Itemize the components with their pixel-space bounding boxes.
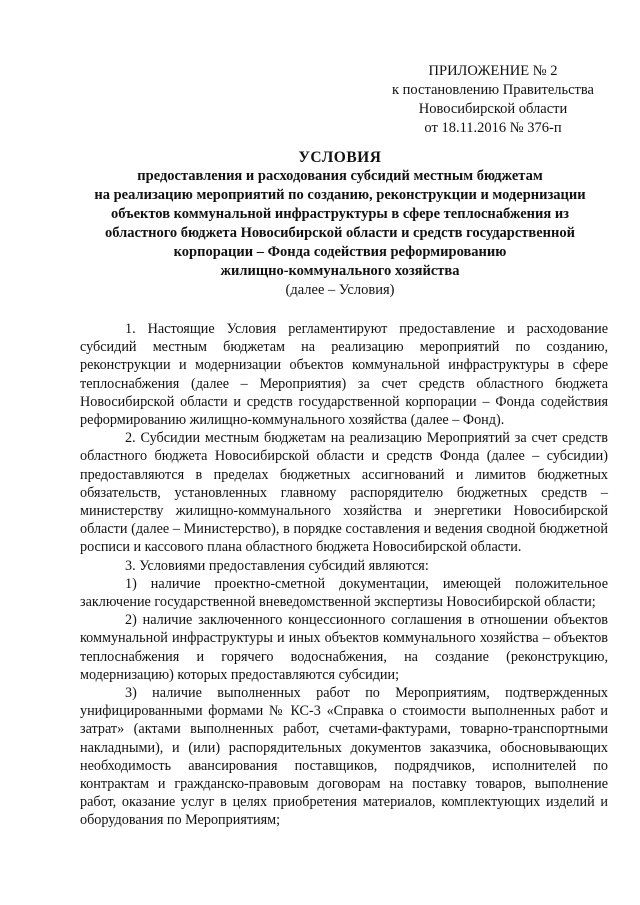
subtitle-line: областного бюджета Новосибирской области и средств государственной — [105, 225, 575, 241]
list-item-3: 3) наличие выполненных работ по Мероприятиям, подтвержденных унифицированными формами № КС-3 «Справка о стоимости выполненных работ и затрат» (актами выполненных работ, счетами-фактурами, товарно-транспортными накладными), и (или) распорядительных документов заказчика, обосновывающих необходимость авансирования поставщиков, подрядчиков, исполнителей по контрактам и гражданско-правовым договорам на поставку товаров, выполнение работ, оказание услуг в целях приобретения материалов, комплектующих изделий и оборудования по Мероприятиям; — [80, 685, 608, 829]
document-subtitle — [70, 167, 610, 281]
paragraph-2: 2. Субсидии местным бюджетам на реализацию Мероприятий за счет средств областного бюджета Новосибирской области и средств Фонда (далее – субсидии) предоставляются в пределах бюджетных ассигнований и лимитов бюджетных обязательств, установленных главному распорядителю бюджетных средств – министерству жилищно-коммунального хозяйства и энергетики Новосибирской области (далее – Министерство), в порядке составления и ведения сводной бюджетной росписи и кассового плана областного бюджета Новосибирской области. — [80, 430, 608, 556]
subtitle-line: предоставления и расходования субсидий местным бюджетам — [137, 168, 543, 184]
appendix-region: Новосибирской области — [418, 101, 568, 117]
document-title: УСЛОВИЯ — [298, 149, 382, 166]
subtitle-line: на реализацию мероприятий по созданию, реконструкции и модернизации — [94, 187, 586, 203]
subtitle-line: объектов коммунальной инфраструктуры в сфере теплоснабжения из — [110, 206, 570, 222]
document-body — [80, 320, 608, 830]
paragraph-3: 3. Условиями предоставления субсидий являются: — [125, 557, 429, 574]
subtitle-line: жилищно-коммунального хозяйства — [220, 263, 460, 279]
paragraph-1: 1. Настоящие Условия регламентируют предоставление и расходование субсидий местным бюджетам на реализацию мероприятий по созданию, реконструкции и модернизации объектов коммунальной инфраструктуры в сфере теплоснабжения (далее – Мероприятия) за счет средств областного бюджета Новосибирской области и средств государственной корпорации – Фонда содействия реформированию жилищно-коммунального хозяйства (далее – Фонд). — [80, 321, 608, 429]
appendix-header — [378, 62, 608, 138]
appendix-resolution-ref: к постановлению Правительства — [392, 82, 594, 98]
list-item-1: 1) наличие проектно-сметной документации, имеющей положительное заключение государственной вневедомственной экспертизы Новосибирской области; — [80, 575, 608, 611]
appendix-number: ПРИЛОЖЕНИЕ № 2 — [428, 63, 558, 79]
subtitle-line: корпорации – Фонда содействия реформированию — [173, 244, 507, 260]
list-item-2: 2) наличие заключенного концессионного соглашения в отношении объектов коммунальной инфраструктуры и иных объектов коммунального хозяйства – объектов теплоснабжения и горячего водоснабжения, на создание (реконструкцию, модернизацию) которых предоставляются субсидии; — [80, 612, 608, 683]
document-short-name: (далее – Условия) — [285, 282, 395, 298]
appendix-date: от 18.11.2016 № 376-п — [424, 120, 562, 136]
title-block — [70, 148, 610, 300]
